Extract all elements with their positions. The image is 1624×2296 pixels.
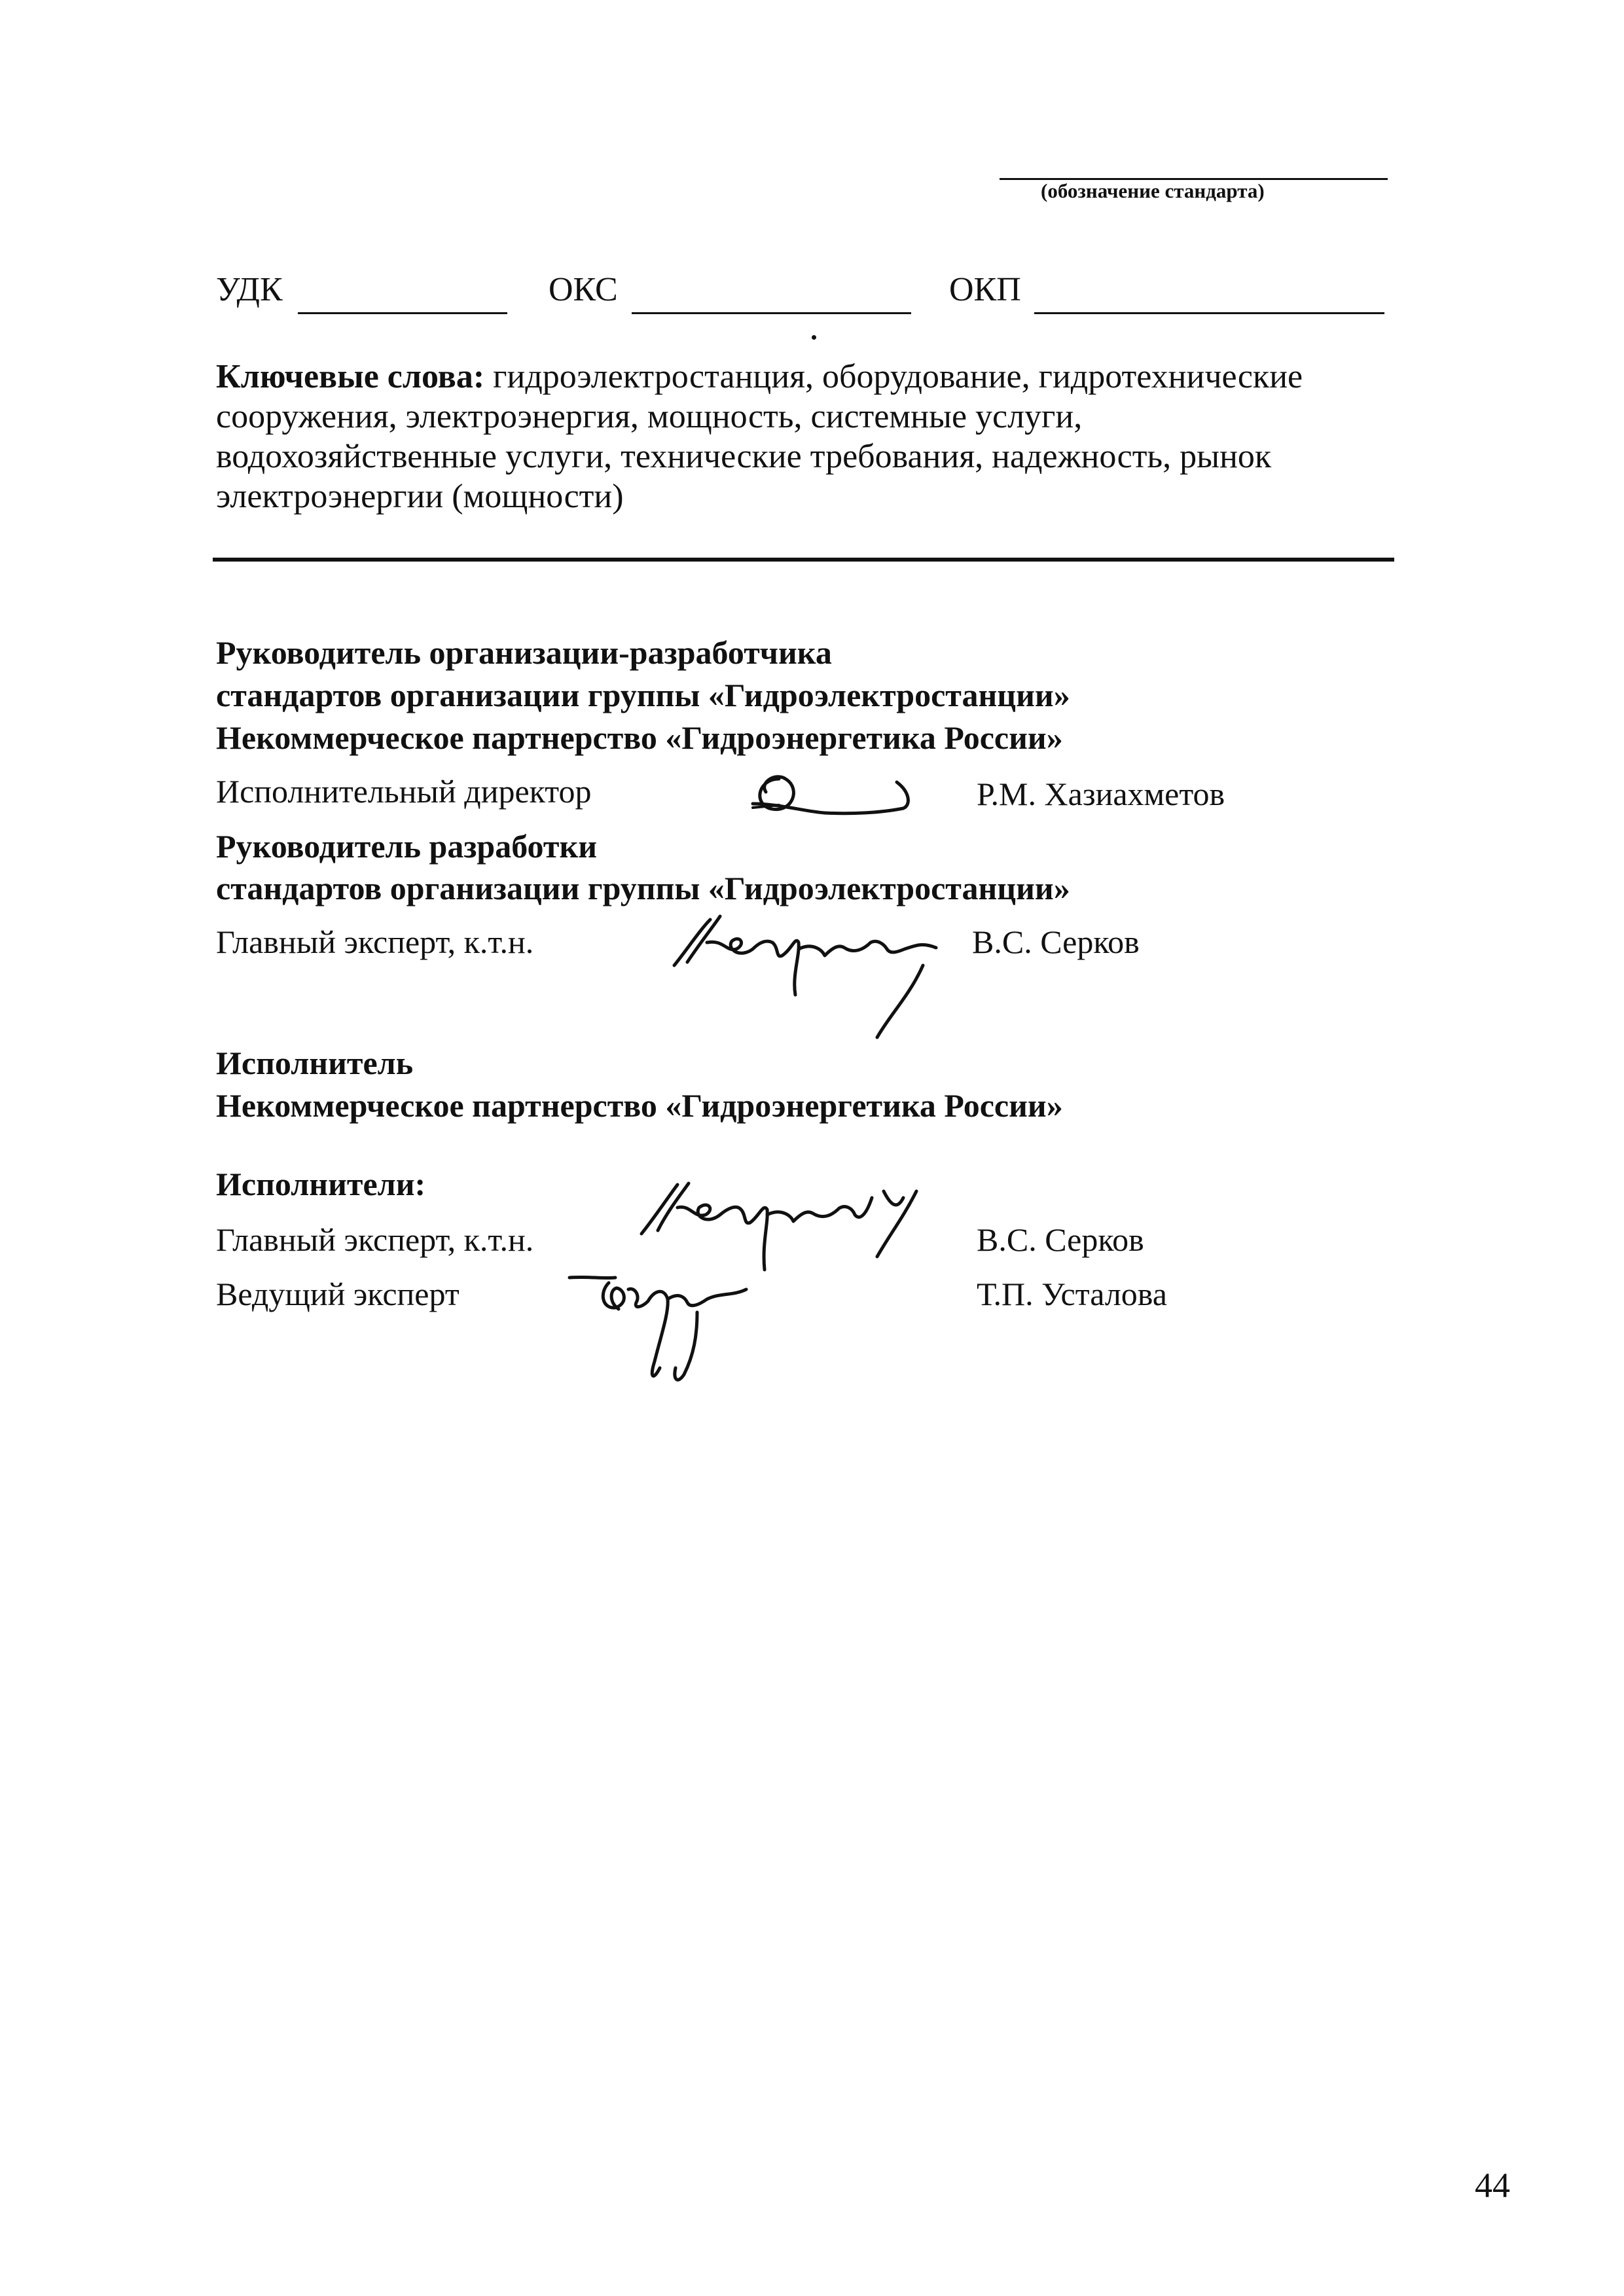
keywords-label: Ключевые слова: xyxy=(216,358,485,395)
executor-title-line1: Исполнитель xyxy=(216,1045,414,1081)
oks-field-line xyxy=(632,312,911,314)
developer-head-person: Р.М. Хазиахметов xyxy=(977,776,1225,812)
executor-row-1-position: Главный эксперт, к.т.н. xyxy=(216,1221,534,1258)
separator-line xyxy=(213,558,1394,562)
development-head-person: В.С. Серков xyxy=(972,924,1140,960)
signature-khaziakhmetov xyxy=(740,753,936,831)
keywords-text: гидроэлектростанция, оборудование, гидротехнические сооружения, электроэнергия, мощность, системные услуги, водохозяйственные услуги, технические требования, надежность, рынок электроэнергии (мощности) xyxy=(216,358,1303,515)
executor-row-2-person: Т.П. Усталова xyxy=(977,1276,1167,1312)
developer-head-position: Исполнительный директор xyxy=(216,773,592,810)
executor-row-2-position: Ведущий эксперт xyxy=(216,1276,460,1312)
development-head-title-line2: стандартов организации группы «Гидроэлектростанции» xyxy=(216,870,1070,906)
scan-speck xyxy=(812,335,816,340)
executors-title: Исполнители: xyxy=(216,1166,426,1202)
developer-head-title-line3: Некоммерческое партнерство «Гидроэнергетика России» xyxy=(216,719,1063,756)
keywords-block xyxy=(216,357,1368,516)
executor-row-1-person: В.С. Серков xyxy=(977,1221,1144,1258)
development-head-position: Главный эксперт, к.т.н. xyxy=(216,924,534,960)
okp-field-line xyxy=(1034,312,1384,314)
oks-label: ОКС xyxy=(549,271,618,308)
okp-label: ОКП xyxy=(949,271,1021,308)
page-number: 44 xyxy=(1475,2166,1510,2205)
developer-head-title-line1: Руководитель организации-разработчика xyxy=(216,634,832,671)
signature-serkov-1 xyxy=(661,903,962,1054)
developer-head-title-line2: стандартов организации группы «Гидроэлектростанции» xyxy=(216,677,1070,713)
development-head-title-line1: Руководитель разработки xyxy=(216,828,598,865)
signature-ustalova xyxy=(563,1263,812,1388)
udk-field-line xyxy=(298,312,507,314)
standard-designation-caption: (обозначение стандарта) xyxy=(1041,179,1265,202)
executor-title-line2: Некоммерческое партнерство «Гидроэнергетика России» xyxy=(216,1087,1063,1124)
udk-label: УДК xyxy=(216,271,283,308)
